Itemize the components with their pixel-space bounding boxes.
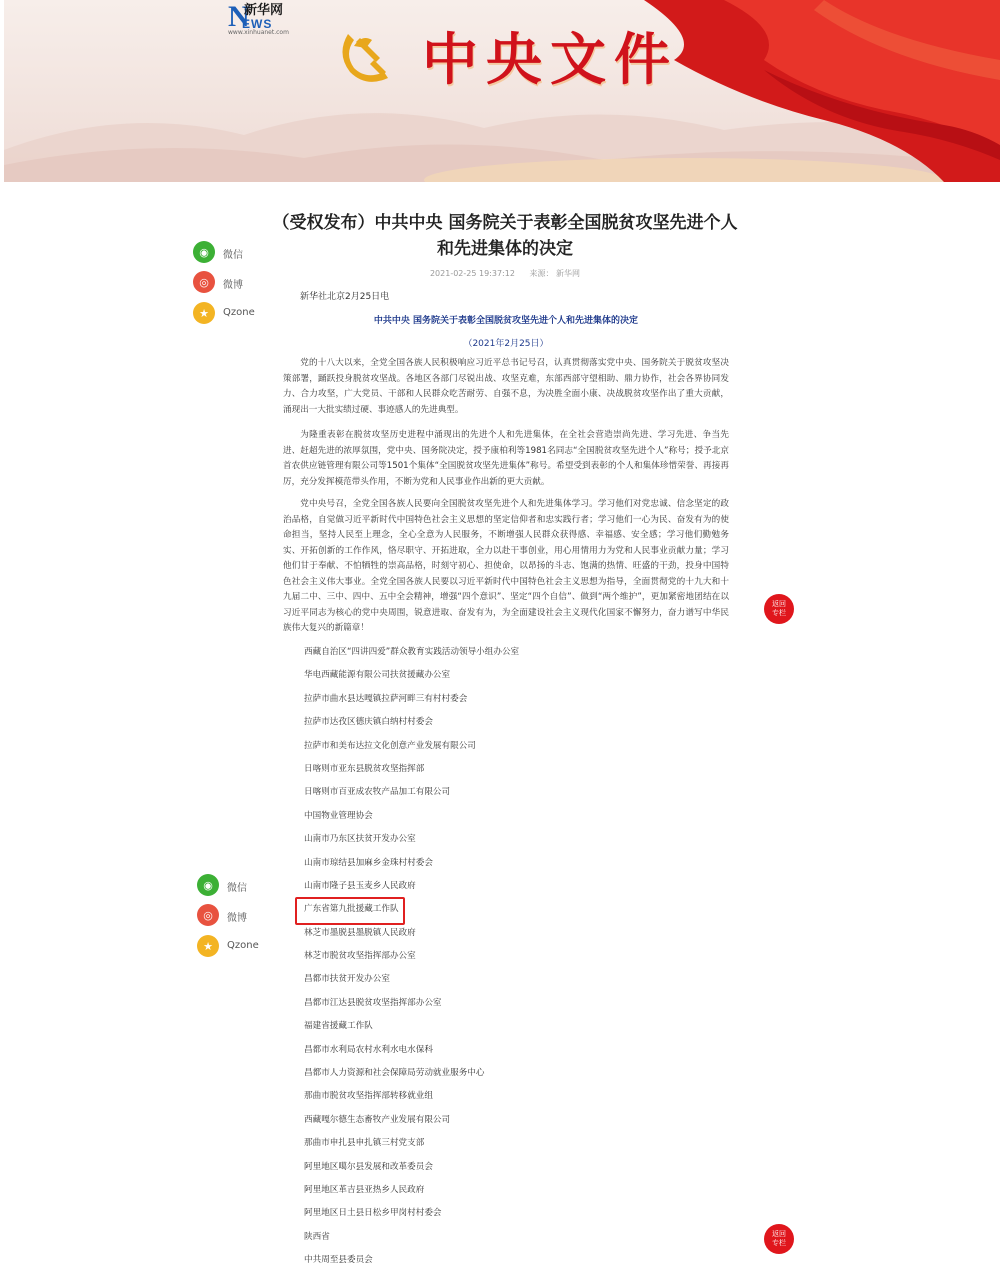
list-item: 拉萨市曲水县达嘎镇拉萨河畔三有村村委会 bbox=[304, 693, 468, 704]
logo-brand: 新华网 bbox=[244, 3, 284, 18]
list-item: 昌都市水利局农村水利水电水保科 bbox=[304, 1044, 433, 1055]
list-item: 西藏嘎尔德生态畜牧产业发展有限公司 bbox=[304, 1114, 451, 1125]
share-weibo-button[interactable] bbox=[197, 904, 277, 928]
header-banner bbox=[4, 0, 1000, 182]
party-emblem-icon bbox=[330, 20, 402, 92]
share-weibo-label: 微博 bbox=[227, 913, 247, 924]
back-button-line1: 返回 bbox=[772, 1230, 786, 1238]
list-item: 日喀则市亚东县脱贫攻坚指挥部 bbox=[304, 763, 425, 774]
list-item: 林芝市墨脱县墨脱镇人民政府 bbox=[304, 927, 416, 938]
document-title: 中共中央 国务院关于表彰全国脱贫攻坚先进个人和先进集体的决定 bbox=[373, 316, 639, 326]
document-date: （2021年2月25日） bbox=[463, 339, 549, 349]
back-button-line2: 专栏 bbox=[772, 1239, 786, 1247]
share-qzone-label: Qzone bbox=[223, 307, 255, 318]
share-weibo-label: 微博 bbox=[223, 280, 243, 291]
qzone-icon: ★ bbox=[193, 302, 215, 324]
list-item: 昌都市人力资源和社会保障局劳动就业服务中心 bbox=[304, 1068, 485, 1079]
list-item: 那曲市申扎县申扎镇三村党支部 bbox=[304, 1138, 425, 1149]
share-wechat-label: 微信 bbox=[227, 883, 247, 894]
share-qzone-button[interactable] bbox=[197, 935, 277, 959]
list-item: 阿里地区噶尔县发展和改革委员会 bbox=[304, 1161, 433, 1172]
list-item: 日喀则市百亚成农牧产品加工有限公司 bbox=[304, 787, 451, 798]
list-item-highlighted: 广东省第九批援藏工作队 bbox=[304, 904, 399, 915]
back-button-line2: 专栏 bbox=[772, 609, 786, 617]
list-item: 阿里地区日土县日松乡甲岗村村委会 bbox=[304, 1208, 442, 1219]
list-item: 那曲市脱贫攻坚指挥部转移就业组 bbox=[304, 1091, 433, 1102]
weibo-icon: ◎ bbox=[197, 904, 219, 926]
qzone-icon: ★ bbox=[197, 935, 219, 957]
share-wechat-button[interactable] bbox=[197, 874, 277, 898]
back-to-column-button[interactable] bbox=[764, 1224, 794, 1254]
share-qzone-button[interactable] bbox=[193, 302, 273, 326]
back-to-column-button[interactable] bbox=[764, 594, 794, 624]
article-meta bbox=[380, 268, 630, 279]
collective-list bbox=[304, 643, 519, 1275]
list-item: 拉萨市达孜区德庆镇白纳村村委会 bbox=[304, 717, 433, 728]
article-source: 来源： 新华网 bbox=[529, 269, 581, 278]
list-item: 林芝市脱贫攻坚指挥部办公室 bbox=[304, 951, 416, 962]
share-wechat-button[interactable] bbox=[193, 241, 273, 265]
body-paragraph: 为隆重表彰在脱贫攻坚历史进程中涌现出的先进个人和先进集体，在全社会营造崇尚先进、学习先进、争当先进、赶超先进的浓厚氛围，党中央、国务院决定，授予康柏利等1981名同志“全国脱贫攻坚先进个人”称号；授予北京首农供应链管理有限公司等1501个集体“全国脱贫攻坚先进集体”称号。希望受到表彰的个人和集体珍惜荣誉、再接再厉，充分发挥模范带头作用，不断为党和人民事业作出新的更大贡献。 bbox=[283, 430, 729, 487]
list-item: 福建省援藏工作队 bbox=[304, 1021, 373, 1032]
list-item: 阿里地区革吉县亚热乡人民政府 bbox=[304, 1184, 425, 1195]
share-wechat-label: 微信 bbox=[223, 250, 243, 261]
banner-title: 中央文件 bbox=[422, 27, 678, 93]
back-button-line1: 返回 bbox=[772, 600, 786, 608]
list-item: 昌都市扶贫开发办公室 bbox=[304, 974, 390, 985]
wechat-icon: ◉ bbox=[197, 874, 219, 896]
share-qzone-label: Qzone bbox=[227, 940, 259, 951]
xinhua-logo[interactable] bbox=[228, 2, 290, 36]
list-item: 昌都市江达县脱贫攻坚指挥部办公室 bbox=[304, 997, 442, 1008]
list-item: 西藏自治区“四讲四爱”群众教育实践活动领导小组办公室 bbox=[304, 647, 520, 657]
share-weibo-button[interactable] bbox=[193, 271, 273, 295]
list-item: 拉萨市和美布达拉文化创意产业发展有限公司 bbox=[304, 740, 476, 751]
list-item: 山南市隆子县玉麦乡人民政府 bbox=[304, 880, 416, 891]
weibo-icon: ◎ bbox=[193, 271, 215, 293]
body-paragraph: 党中央号召，全党全国各族人民要向全国脱贫攻坚先进个人和先进集体学习。学习他们对党忠诚、信念坚定的政治品格，自觉做习近平新时代中国特色社会主义思想的坚定信仰者和忠实践行者；学习他们一心为民、奋发有为的使命担当，坚持人民至上理念，全心全意为人民服务，不断增强人民群众获得感、幸福感、安全感；学习他们勤勉务实、开拓创新的工作作风，恪尽职守、开拓进取，全力以赴干事创业，用心用情用力为党和人民事业贡献力量；学习他们甘于奉献、不怕牺牲的崇高品格，时刻守初心、担使命，以昂扬的斗志、饱满的热情、旺盛的干劲，投身中国特色社会主义伟大事业。全党全国各族人民要以习近平新时代中国特色社会主义思想为指导，全面贯彻党的十九大和十九届二中、三中、四中、五中全会精神，增强“四个意识”、坚定“四个自信”、做到“两个维护”，更加紧密地团结在以习近平同志为核心的党中央周围，锐意进取、奋发有为，为全面建设社会主义现代化国家不懈努力，奋力谱写中华民族伟大复兴的新篇章！ bbox=[283, 499, 729, 633]
dateline: 新华社北京2月25日电 bbox=[300, 292, 390, 302]
list-item: 中国物业管理协会 bbox=[304, 810, 373, 821]
logo-url: www.xinhuanet.com bbox=[228, 29, 289, 36]
logo-letters: EWS bbox=[242, 17, 273, 31]
logo-letter: N bbox=[228, 0, 250, 33]
list-item: 山南市琼结县加麻乡金珠村村委会 bbox=[304, 857, 433, 868]
body-paragraph: 党的十八大以来，全党全国各族人民积极响应习近平总书记号召，认真贯彻落实党中央、国务院关于脱贫攻坚决策部署，踊跃投身脱贫攻坚战。各地区各部门尽锐出战、攻坚克难，东部西部守望相助、鼎力协作，社会各界协同发力、合力攻坚，广大党员、干部和人民群众吃苦耐劳、自强不息，为决胜全面小康、决战脱贫攻坚作出了重大贡献，涌现出一大批实绩过硬、事迹感人的先进典型。 bbox=[283, 358, 729, 415]
list-item: 陕西省 bbox=[304, 1231, 330, 1242]
publish-date: 2021-02-25 19:37:12 bbox=[429, 269, 515, 278]
list-item: 中共周至县委员会 bbox=[304, 1255, 373, 1266]
article-title: （受权发布）中共中央 国务院关于表彰全国脱贫攻坚先进个人和先进集体的决定 bbox=[272, 213, 738, 259]
wechat-icon: ◉ bbox=[193, 241, 215, 263]
list-item: 山南市乃东区扶贫开发办公室 bbox=[304, 834, 416, 845]
highlight-box bbox=[295, 897, 405, 925]
list-item: 华电西藏能源有限公司扶贫援藏办公室 bbox=[304, 670, 451, 681]
